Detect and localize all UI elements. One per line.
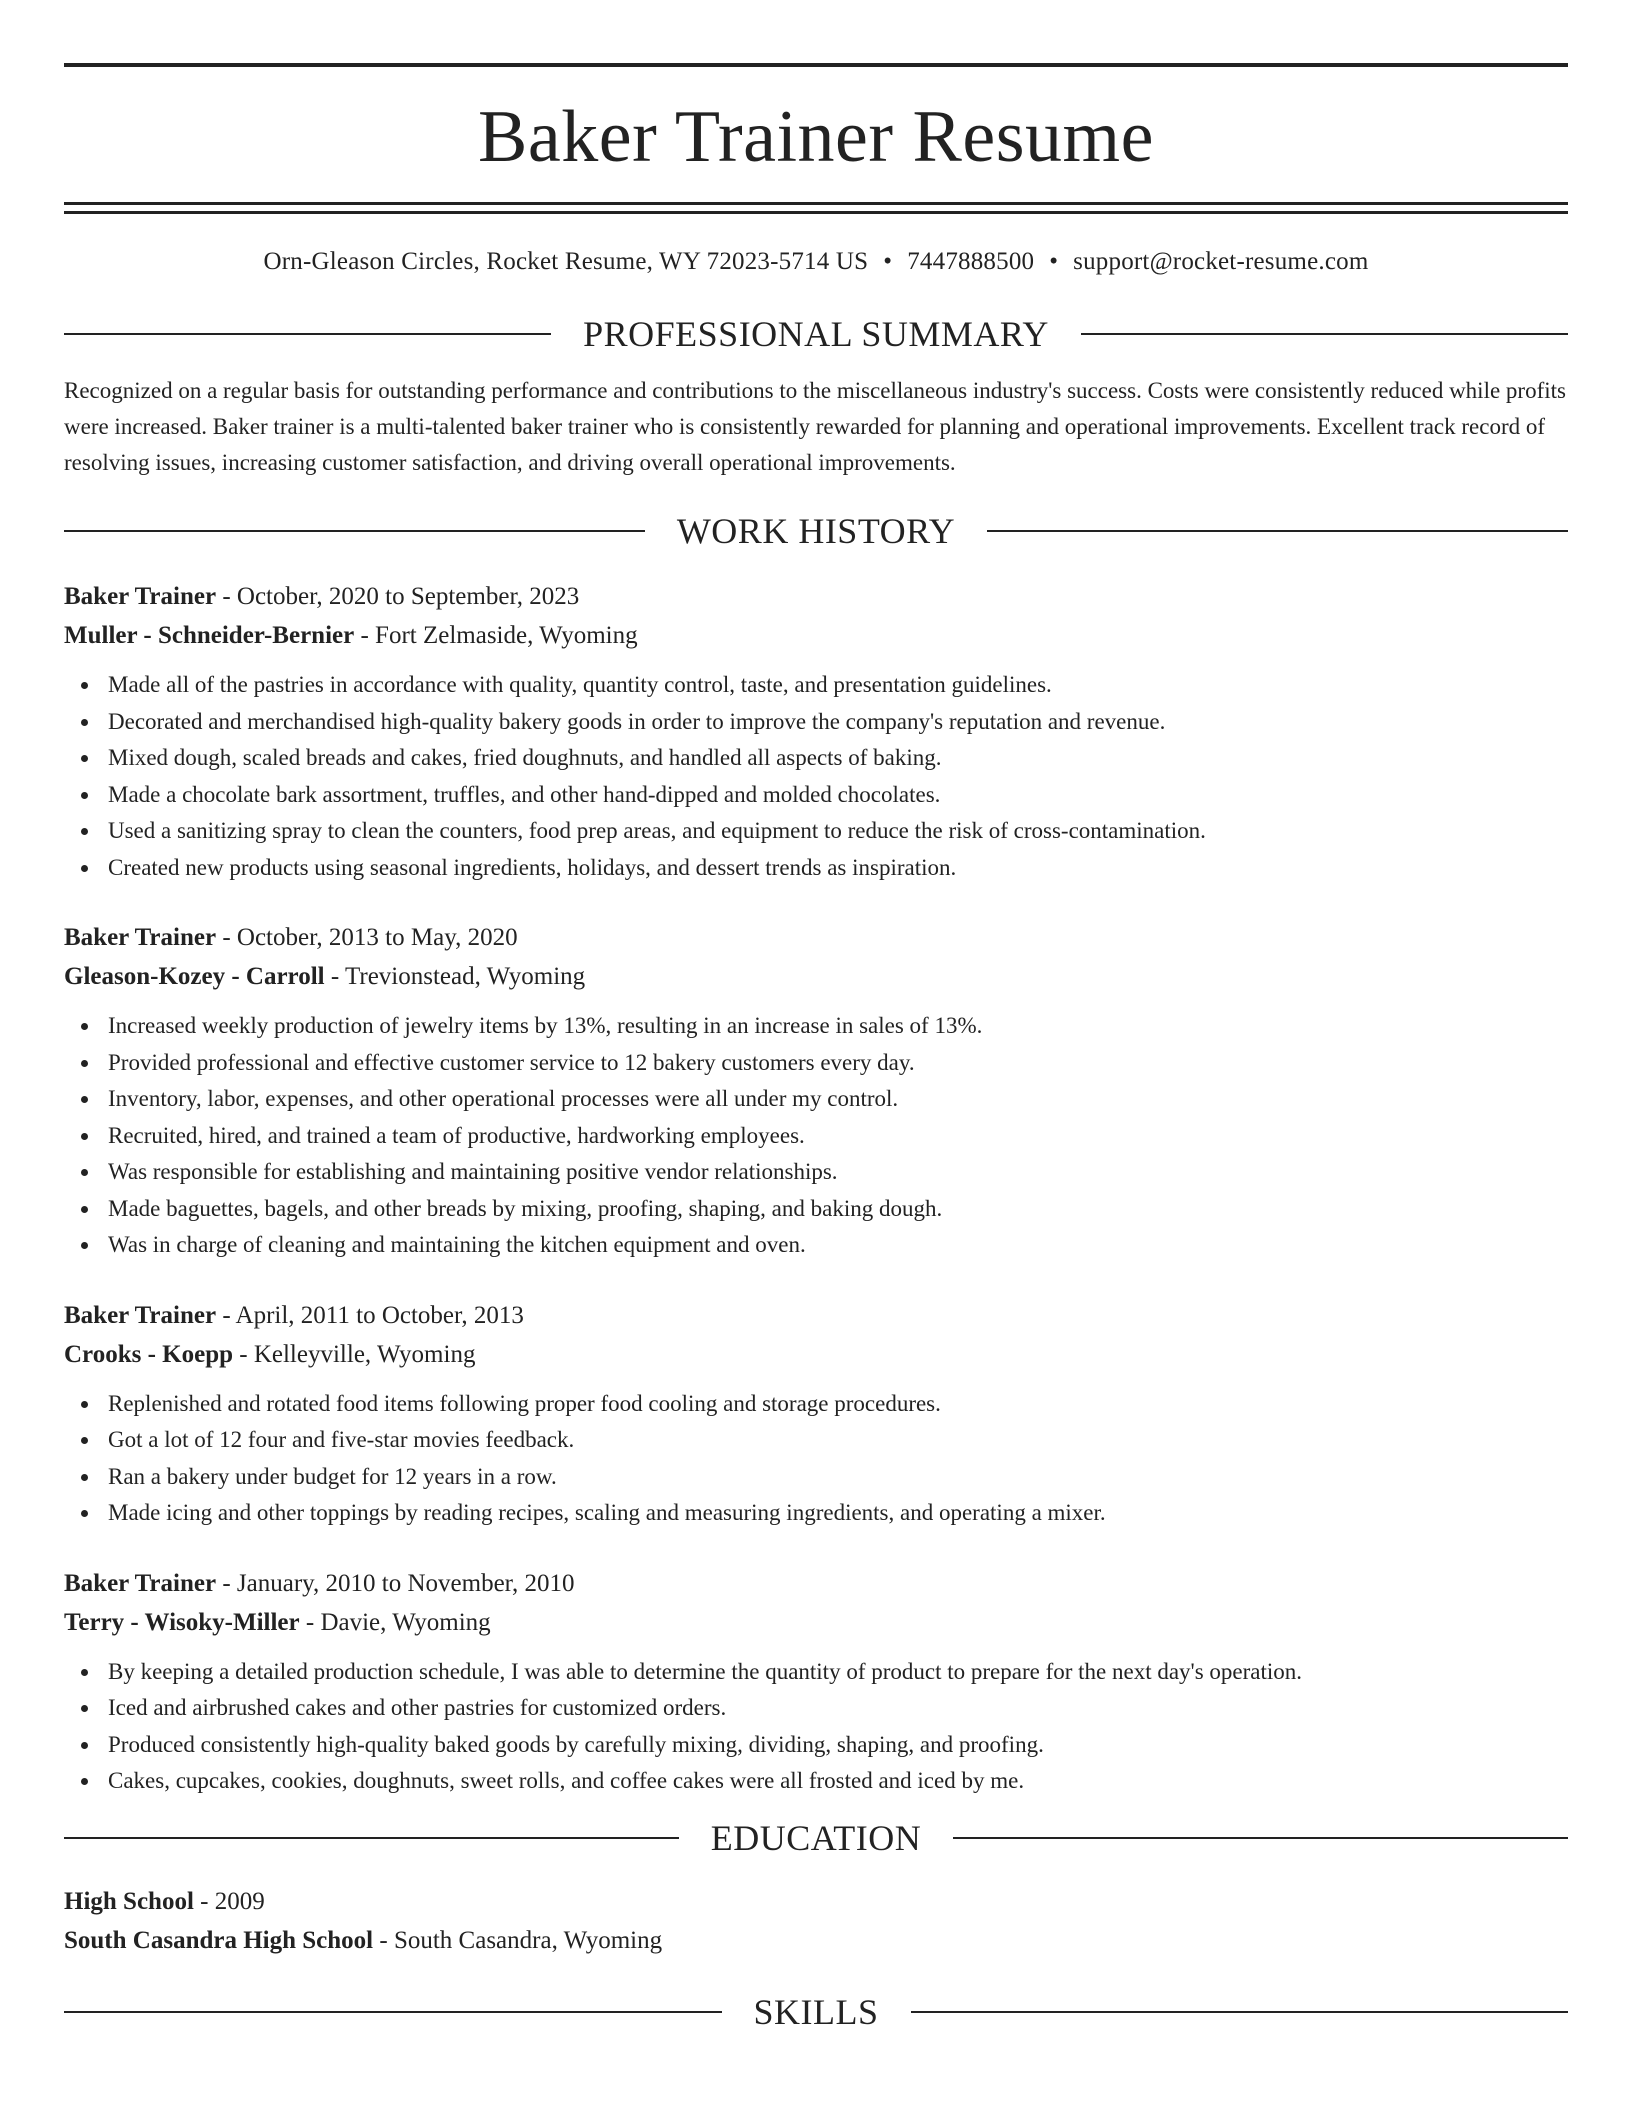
job-title-line xyxy=(64,1296,1568,1335)
job-dates: - April, 2011 to October, 2013 xyxy=(216,1301,524,1329)
job-entry xyxy=(64,577,1568,886)
contact-line xyxy=(64,246,1568,278)
duty-item: Got a lot of 12 four and five-star movies feedback. xyxy=(108,1422,1568,1459)
duty-item: Made a chocolate bark assortment, truffles, and other hand-dipped and molded chocolates. xyxy=(108,777,1568,814)
job-company-line xyxy=(64,1335,1568,1374)
section-heading-work xyxy=(64,509,1568,553)
duty-item: Iced and airbrushed cakes and other pastries for customized orders. xyxy=(108,1690,1568,1727)
job-entry xyxy=(64,1296,1568,1532)
divider xyxy=(911,2011,1569,2013)
duty-item: Produced consistently high-quality baked goods by carefully mixing, dividing, shaping, and proofing. xyxy=(108,1727,1568,1764)
duty-item: Was in charge of cleaning and maintaining the kitchen equipment and oven. xyxy=(108,1227,1568,1264)
divider xyxy=(64,2011,722,2013)
job-title-line xyxy=(64,577,1568,616)
duty-item: Replenished and rotated food items following proper food cooling and storage procedures. xyxy=(108,1386,1568,1423)
job-company: Crooks - Koepp xyxy=(64,1340,234,1368)
duty-item: Increased weekly production of jewelry items by 13%, resulting in an increase in sales of 13%. xyxy=(108,1008,1568,1045)
job-location: - Davie, Wyoming xyxy=(299,1608,491,1636)
top-rule xyxy=(64,63,1568,67)
education-year: - 2009 xyxy=(193,1887,265,1915)
job-dates: - October, 2020 to September, 2023 xyxy=(216,583,580,610)
duty-item: Recruited, hired, and trained a team of productive, hardworking employees. xyxy=(108,1118,1568,1155)
job-dates: - October, 2013 to May, 2020 xyxy=(216,924,518,951)
job-title: Baker Trainer xyxy=(64,1569,217,1597)
job-title: Baker Trainer xyxy=(64,583,217,610)
job-location: - Fort Zelmaside, Wyoming xyxy=(354,622,638,649)
job-company: Gleason-Kozey - Carroll xyxy=(64,963,325,990)
job-company: Terry - Wisoky-Miller xyxy=(64,1608,300,1636)
job-company-line xyxy=(64,957,1568,996)
job-dates: - January, 2010 to November, 2010 xyxy=(216,1569,575,1597)
duty-item: Cakes, cupcakes, cookies, doughnuts, sweet rolls, and coffee cakes were all frosted and iced by me. xyxy=(108,1763,1568,1800)
job-entry xyxy=(64,918,1568,1264)
duty-item: Made all of the pastries in accordance with quality, quantity control, taste, and presentation guidelines. xyxy=(108,667,1568,704)
section-heading-education xyxy=(64,1816,1568,1860)
divider xyxy=(953,1837,1568,1839)
job-company: Muller - Schneider-Bernier xyxy=(64,622,355,649)
education-degree: High School xyxy=(64,1887,194,1915)
professional-summary: Recognized on a regular basis for outstanding performance and contributions to the miscellaneous industry's success. Costs were consistently reduced while profits were increased. Baker trainer is a multi-talented baker trainer who is consistently rewarded for planning and operational improvements. Excellent track record of resolving issues, increasing customer satisfaction, and driving overall operational improvements. xyxy=(64,378,1566,475)
job-title-line xyxy=(64,918,1568,957)
contact-separator: • xyxy=(883,248,893,275)
duty-item: Ran a bakery under budget for 12 years in a row. xyxy=(108,1459,1568,1496)
resume-page xyxy=(64,0,1568,2034)
duty-item: Made icing and other toppings by reading recipes, scaling and measuring ingredients, and operating a mixer. xyxy=(108,1495,1568,1532)
job-title: Baker Trainer xyxy=(64,924,217,951)
education-location: - South Casandra, Wyoming xyxy=(373,1926,663,1954)
duty-item: By keeping a detailed production schedule, I was able to determine the quantity of product to prepare for the next day's operation. xyxy=(108,1654,1568,1691)
section-heading-label: WORK HISTORY xyxy=(676,511,956,551)
duty-item: Used a sanitizing spray to clean the counters, food prep areas, and equipment to reduce the risk of cross-contamination. xyxy=(108,813,1568,850)
duty-item: Created new products using seasonal ingredients, holidays, and dessert trends as inspiration. xyxy=(108,850,1568,887)
job-location: - Kelleyville, Wyoming xyxy=(233,1340,476,1368)
duty-item: Inventory, labor, expenses, and other operational processes were all under my control. xyxy=(108,1081,1568,1118)
divider xyxy=(64,1837,679,1839)
title-double-rule xyxy=(64,202,1568,214)
section-heading-label: EDUCATION xyxy=(710,1817,922,1858)
section-heading-summary xyxy=(64,312,1568,356)
education-degree-line xyxy=(64,1882,1568,1921)
contact-email: support@rocket-resume.com xyxy=(1073,248,1369,275)
duty-item: Provided professional and effective customer service to 12 bakery customers every day. xyxy=(108,1045,1568,1082)
divider xyxy=(987,530,1568,532)
job-location: - Trevionstead, Wyoming xyxy=(324,963,586,990)
divider xyxy=(64,530,645,532)
section-heading-label: PROFESSIONAL SUMMARY xyxy=(583,314,1049,354)
job-duties xyxy=(64,667,1568,886)
duty-item: Mixed dough, scaled breads and cakes, fried doughnuts, and handled all aspects of baking. xyxy=(108,740,1568,777)
contact-address: Orn-Gleason Circles, Rocket Resume, WY 72023-5714 US xyxy=(263,248,869,275)
duty-item: Was responsible for establishing and maintaining positive vendor relationships. xyxy=(108,1154,1568,1191)
job-duties xyxy=(64,1008,1568,1264)
contact-phone: 7447888500 xyxy=(907,248,1035,275)
section-heading-skills xyxy=(64,1990,1568,2034)
job-duties xyxy=(64,1654,1568,1800)
job-company-line xyxy=(64,616,1568,655)
job-entry xyxy=(64,1564,1568,1800)
divider xyxy=(64,333,551,335)
education-entry xyxy=(64,1882,1568,1960)
duty-item: Decorated and merchandised high-quality bakery goods in order to improve the company's reputation and revenue. xyxy=(108,704,1568,741)
job-title: Baker Trainer xyxy=(64,1301,217,1329)
section-heading-label: SKILLS xyxy=(753,1991,879,2032)
contact-separator: • xyxy=(1049,248,1059,275)
page-title: Baker Trainer Resume xyxy=(478,96,1154,178)
education-school: South Casandra High School xyxy=(64,1926,374,1954)
divider xyxy=(1081,333,1568,335)
duty-item: Made baguettes, bagels, and other breads by mixing, proofing, shaping, and baking dough. xyxy=(108,1191,1568,1228)
job-duties xyxy=(64,1386,1568,1532)
education-school-line xyxy=(64,1921,1568,1960)
job-company-line xyxy=(64,1603,1568,1642)
job-title-line xyxy=(64,1564,1568,1603)
